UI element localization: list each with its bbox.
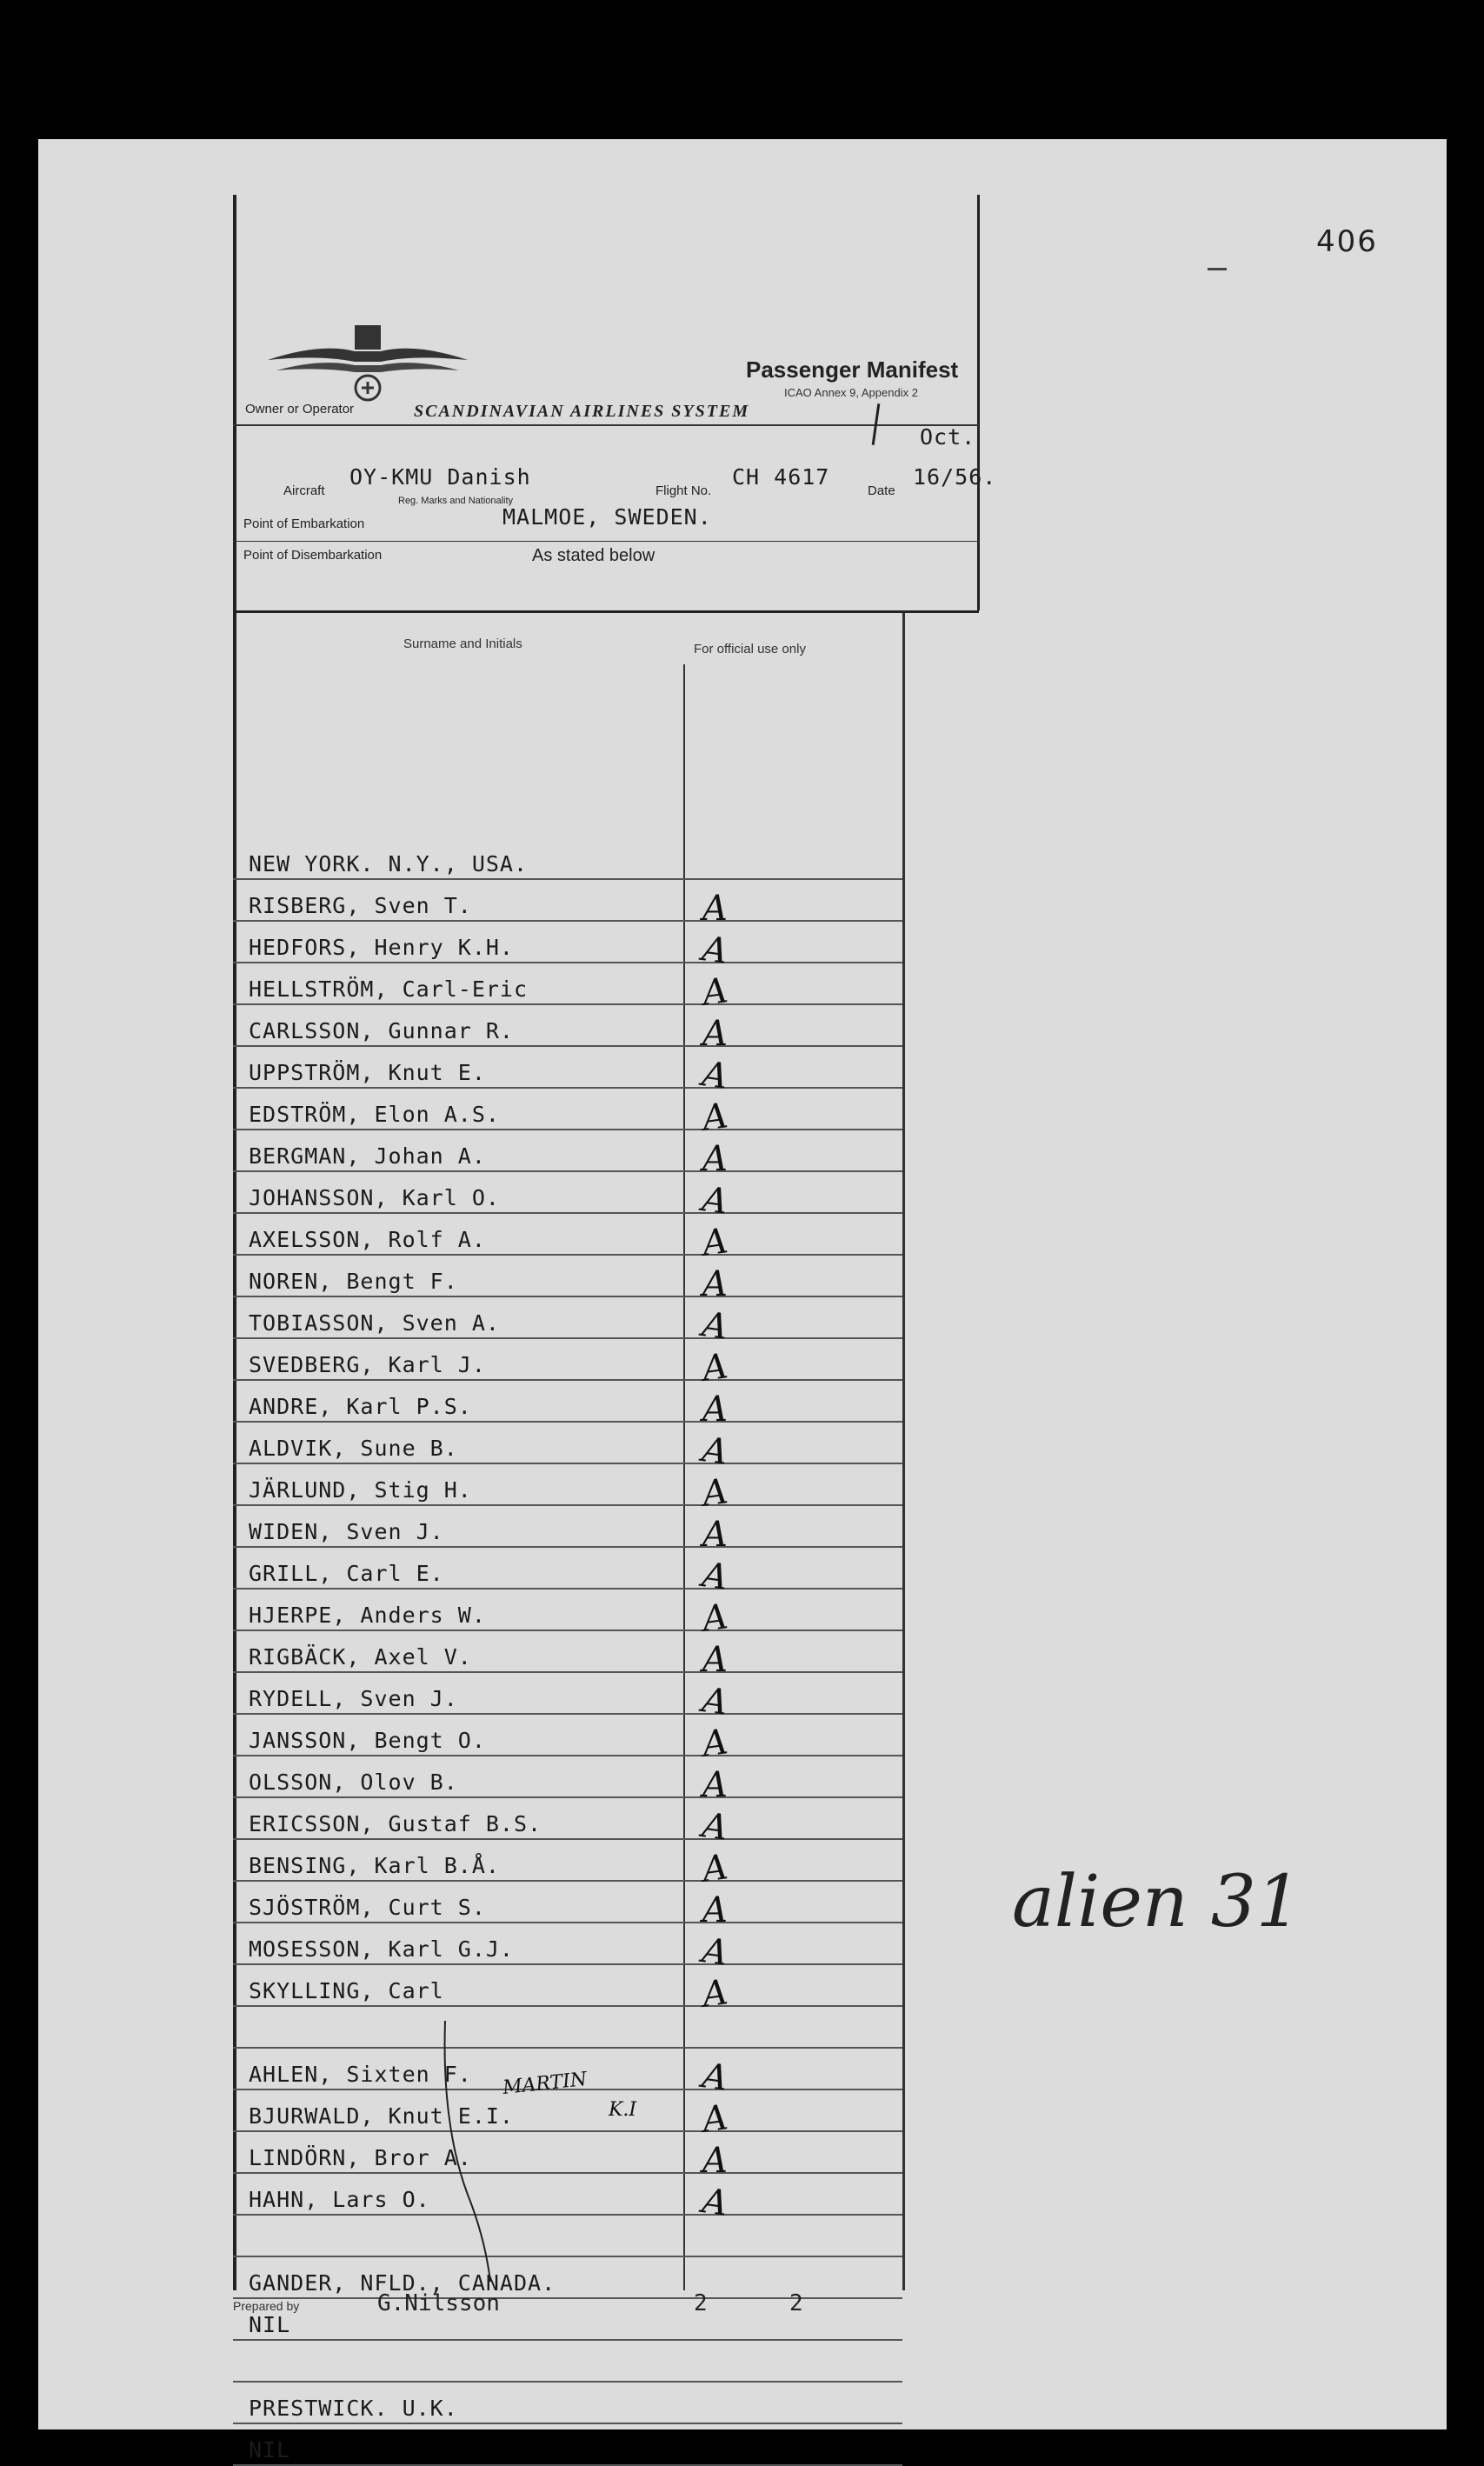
official-mark: A (699, 1304, 730, 1348)
official-mark: A (699, 1430, 730, 1473)
flight-value: CH 4617 (732, 464, 830, 490)
official-mark: A (699, 1221, 730, 1264)
passenger-name: HEDFORS, Henry K.H. (249, 935, 514, 960)
form-right-border (977, 195, 980, 610)
official-mark: A (699, 1096, 730, 1139)
official-mark: A (702, 1640, 728, 1680)
table-row (233, 2174, 902, 2224)
official-mark: A (702, 1890, 728, 1930)
page-count-total: 2 (789, 2290, 803, 2316)
table-row (233, 1130, 902, 1179)
official-mark: A (702, 2141, 728, 2181)
official-mark: A (702, 1390, 728, 1430)
table-row (233, 2383, 902, 2424)
official-mark: A (699, 1555, 730, 1598)
official-mark: A (699, 929, 730, 972)
table-row (233, 2341, 902, 2383)
embark-value: MALMOE, SWEDEN. (502, 504, 712, 530)
date-month: Oct. (920, 424, 976, 450)
table-row (233, 1590, 902, 1640)
passenger-name: SVEDBERG, Karl J. (249, 1352, 486, 1377)
official-mark: A (699, 2056, 730, 2099)
official-mark: A (699, 1680, 730, 1723)
table-row (233, 2132, 902, 2181)
passenger-name: GRILL, Carl E. (249, 1561, 444, 1586)
official-mark: A (699, 1346, 730, 1390)
passenger-name: RIGBÄCK, Axel V. (249, 1644, 472, 1670)
date-label: Date (868, 483, 895, 498)
flight-label: Flight No. (655, 483, 712, 498)
passenger-name: TOBIASSON, Sven A. (249, 1310, 500, 1336)
aircraft-label: Aircraft (283, 483, 325, 498)
table-row (233, 838, 902, 880)
correction-martin: MARTIN (501, 2068, 589, 2100)
manifest-page (38, 139, 1447, 2463)
page-number: 406 (1316, 224, 1378, 259)
official-mark: A (699, 1054, 730, 1097)
official-mark: A (699, 2097, 730, 2141)
aircraft-value: OY-KMU Danish (349, 464, 531, 490)
table-row (233, 1297, 902, 1348)
official-mark: A (699, 2181, 730, 2224)
table-row (233, 1464, 902, 1515)
table-row (233, 1923, 902, 1974)
official-mark: A (699, 970, 730, 1014)
passenger-name: ALDVIK, Sune B. (249, 1436, 458, 1461)
official-mark: A (699, 1930, 730, 1974)
embark-rule (233, 541, 979, 542)
passenger-list (233, 838, 902, 2466)
table-row (233, 2007, 902, 2049)
passenger-name: AXELSSON, Rolf A. (249, 1227, 486, 1252)
prepared-by-value: G.Nilsson (377, 2290, 500, 2316)
embark-label: Point of Embarkation (243, 517, 365, 531)
page-count-current: 2 (694, 2290, 708, 2316)
table-row (233, 880, 902, 929)
official-mark: A (699, 1596, 730, 1640)
passenger-name: HAHN, Lars O. (249, 2187, 430, 2212)
column-header-official: For official use only (694, 642, 806, 656)
table-row (233, 1840, 902, 1890)
passenger-name: RISBERG, Sven T. (249, 893, 472, 918)
column-header-names: Surname and Initials (403, 636, 522, 651)
official-mark: A (702, 1014, 728, 1054)
table-row (233, 1339, 902, 1390)
form-subtitle: ICAO Annex 9, Appendix 2 (784, 386, 918, 399)
header-bottom-rule (233, 610, 979, 613)
passenger-name: NIL (249, 2312, 291, 2337)
official-mark: A (702, 1264, 728, 1304)
table-row (233, 1756, 902, 1805)
date-value: 16/56. (913, 464, 997, 490)
table-row (233, 1047, 902, 1097)
table-row (233, 1214, 902, 1264)
table-row (233, 1423, 902, 1473)
disembark-value: As stated below (532, 546, 655, 565)
correction-initials: K.I (609, 2099, 637, 2121)
owner-value: SCANDINAVIAN AIRLINES SYSTEM (414, 402, 750, 421)
passenger-name: BJURWALD, Knut E.I. (249, 2103, 514, 2129)
table-row (233, 1882, 902, 1930)
airline-logo (268, 317, 468, 412)
passenger-name: OLSSON, Olov B. (249, 1770, 458, 1795)
passenger-name: ANDRE, Karl P.S. (249, 1394, 472, 1419)
owner-label: Owner or Operator (245, 402, 355, 417)
reg-marks-note: Reg. Marks and Nationality (398, 496, 514, 506)
passenger-name: UPPSTRÖM, Knut E. (249, 1060, 486, 1085)
passenger-name: JOHANSSON, Karl O. (249, 1185, 500, 1210)
passenger-name: CARLSSON, Gunnar R. (249, 1018, 514, 1043)
table-right-border (902, 610, 905, 2290)
table-row (233, 1673, 902, 1723)
passenger-name: SKYLLING, Carl (249, 1978, 444, 2003)
passenger-manifest-form (233, 195, 1014, 2463)
official-mark: A (699, 1722, 730, 1765)
passenger-name: SJÖSTRÖM, Curt S. (249, 1895, 486, 1920)
disembark-label: Point of Disembarkation (243, 548, 383, 563)
table-row (233, 922, 902, 972)
passenger-name: NIL (249, 2437, 291, 2463)
passenger-name: EDSTRÖM, Elon A.S. (249, 1102, 500, 1127)
passenger-name: BENSING, Karl B.Å. (249, 1853, 500, 1878)
official-mark: A (699, 1972, 730, 2016)
passenger-name: GANDER, NFLD., CANADA. (249, 2270, 556, 2296)
table-row (233, 2216, 902, 2257)
table-row (233, 1256, 902, 1304)
table-row (233, 1089, 902, 1139)
official-mark: A (702, 1515, 728, 1555)
official-mark: A (699, 1847, 730, 1890)
official-mark: A (702, 889, 728, 929)
handwritten-annotation: alien 31 (1012, 1861, 1302, 1943)
passenger-name: NEW YORK. N.Y., USA. (249, 851, 529, 876)
table-row (233, 2090, 902, 2141)
passenger-name: NOREN, Bengt F. (249, 1269, 458, 1294)
form-title: Passenger Manifest (746, 357, 959, 383)
passenger-name: RYDELL, Sven J. (249, 1686, 458, 1711)
passenger-name: LINDÖRN, Bror A. (249, 2145, 472, 2170)
passenger-name: MOSESSON, Karl G.J. (249, 1936, 514, 1962)
mark-dash (1208, 268, 1227, 270)
table-row (233, 1631, 902, 1680)
passenger-name: ERICSSON, Gustaf B.S. (249, 1811, 542, 1836)
official-mark: A (702, 1139, 728, 1179)
official-mark: A (699, 1179, 730, 1223)
passenger-name: AHLEN, Sixten F. (249, 2062, 472, 2087)
passenger-name: HELLSTRÖM, Carl-Eric (249, 976, 529, 1002)
table-row (233, 2424, 902, 2466)
table-row (233, 1798, 902, 1849)
passenger-name: JÄRLUND, Stig H. (249, 1477, 472, 1503)
passenger-name: BERGMAN, Johan A. (249, 1143, 486, 1169)
table-row (233, 1715, 902, 1765)
table-row (233, 1172, 902, 1223)
official-mark: A (699, 1805, 730, 1849)
table-row (233, 1381, 902, 1430)
table-row (233, 963, 902, 1014)
table-row (233, 1005, 902, 1054)
official-mark: A (702, 1765, 728, 1805)
passenger-name: JANSSON, Bengt O. (249, 1728, 486, 1753)
pen-stroke (442, 2021, 511, 2282)
prepared-by-label: Prepared by (233, 2299, 300, 2313)
passenger-name: WIDEN, Sven J. (249, 1519, 444, 1544)
table-row (233, 1506, 902, 1555)
table-row (233, 1965, 902, 2016)
passenger-name: HJERPE, Anders W. (249, 1603, 486, 1628)
official-mark: A (699, 1471, 730, 1515)
header-rule (233, 424, 979, 426)
table-row (233, 1548, 902, 1598)
passenger-name: PRESTWICK. U.K. (249, 2396, 458, 2421)
